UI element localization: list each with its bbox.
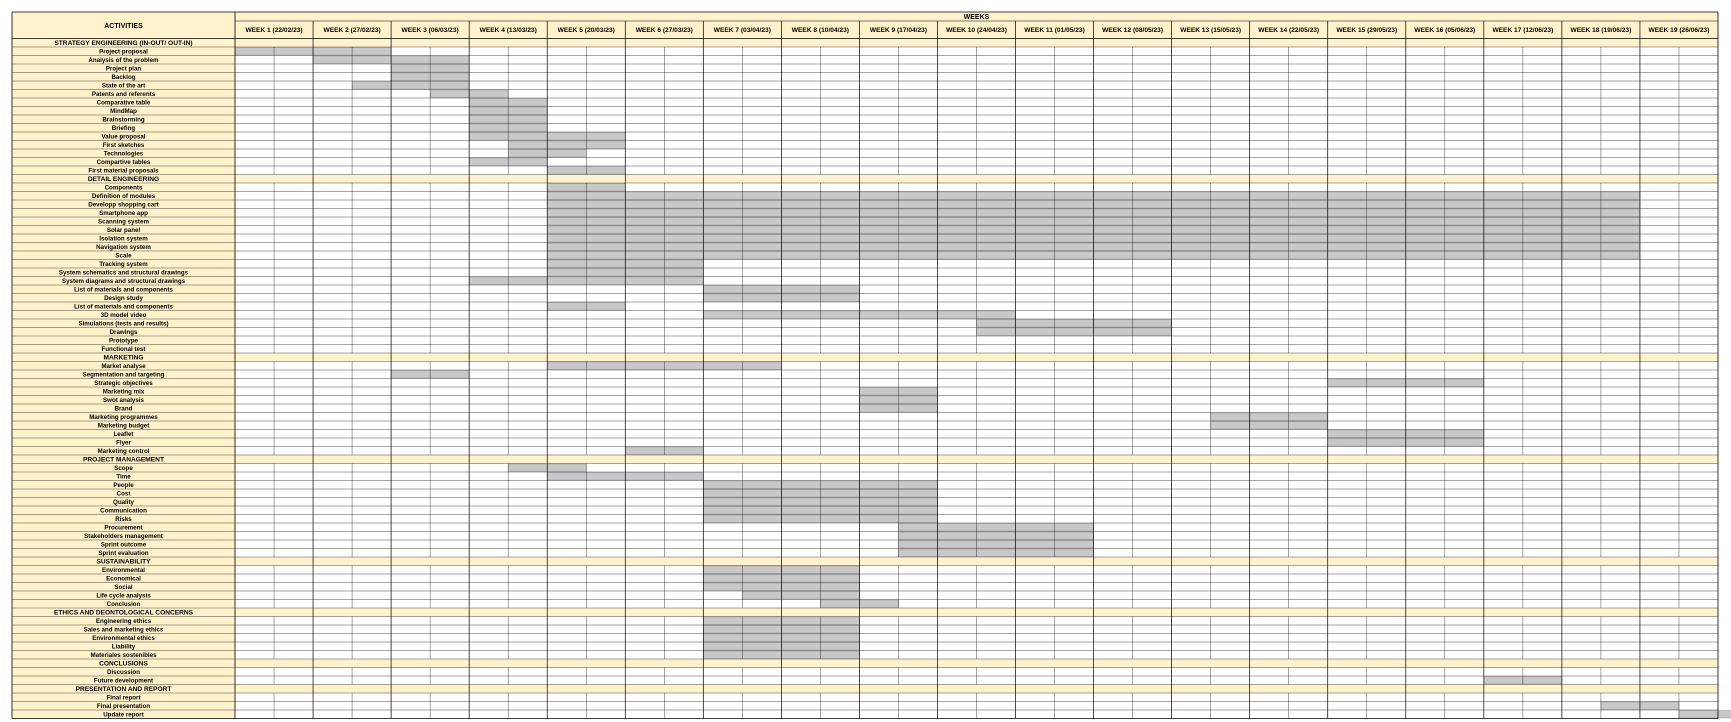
activity-label: First sketches bbox=[102, 141, 145, 149]
gantt-bar bbox=[898, 524, 1093, 532]
activity-label: People bbox=[113, 481, 134, 489]
activity-label: Technologies bbox=[103, 150, 144, 158]
activity-label: MindMap bbox=[110, 107, 137, 115]
week-label: WEEK 11 (01/05/23) bbox=[1024, 27, 1085, 35]
gantt-bar bbox=[977, 320, 1172, 328]
activity-label: Swot analysis bbox=[103, 396, 144, 404]
activity-label: List of materials and components bbox=[74, 303, 173, 311]
activity-label: Strategic objectives bbox=[94, 379, 153, 387]
activity-label: Prototype bbox=[109, 337, 138, 345]
activity-label: System schematics and structural drawings bbox=[58, 269, 189, 277]
section-label: PROJECT MANAGEMENT bbox=[83, 456, 164, 464]
activity-label: Risks bbox=[115, 515, 132, 523]
activity-label: Scanning system bbox=[98, 218, 149, 226]
header-band bbox=[12, 12, 1718, 39]
week-label: WEEK 10 (24/04/23) bbox=[946, 27, 1007, 35]
section-label: MARKETING bbox=[103, 354, 144, 362]
gantt-bar bbox=[977, 328, 1172, 336]
activity-label: Backlog bbox=[111, 73, 136, 81]
activity-label: Simulations (tests and results) bbox=[78, 320, 169, 328]
activity-label: Scope bbox=[114, 464, 133, 472]
activity-label: Marketing programmes bbox=[89, 413, 158, 421]
week-label: WEEK 4 (13/03/23) bbox=[479, 27, 537, 35]
activity-label: Engineering ethics bbox=[95, 617, 152, 625]
gantt-bar bbox=[352, 82, 469, 90]
activity-label: System diagrams and structural drawings bbox=[61, 277, 186, 285]
week-label: WEEK 7 (03/04/23) bbox=[713, 27, 771, 35]
gantt-bar bbox=[1211, 413, 1328, 421]
section-label: STRATEGY ENGINEERING (IN-OUT/ OUT-IN) bbox=[54, 39, 193, 47]
activity-label: Tracking system bbox=[99, 260, 148, 268]
activity-label: Life cycle analysis bbox=[96, 592, 151, 600]
activity-label: Comparative table bbox=[96, 99, 151, 107]
activity-label: Environmental bbox=[102, 566, 145, 574]
activity-label: Conclusion bbox=[106, 600, 141, 608]
section-label: ETHICS AND DEONTOLOGICAL CONCERNS bbox=[53, 609, 194, 617]
activity-label: Project plan bbox=[105, 65, 142, 73]
section-band bbox=[12, 175, 1718, 184]
activity-label: Navigation system bbox=[96, 243, 151, 251]
week-label: WEEK 2 (27/02/23) bbox=[323, 27, 381, 35]
activity-label: Marketing control bbox=[97, 447, 150, 455]
week-label: WEEK 5 (20/03/23) bbox=[557, 27, 615, 35]
activity-label: Sprint evaluation bbox=[98, 549, 149, 557]
activity-label: Sprint outcome bbox=[100, 541, 147, 549]
activity-label: Future development bbox=[93, 677, 154, 685]
activity-label: Project proposal bbox=[99, 48, 148, 56]
gantt-bar bbox=[898, 541, 1093, 549]
section-label: DETAIL ENGINEERING bbox=[87, 175, 160, 183]
week-label: WEEK 9 (17/04/23) bbox=[869, 27, 928, 35]
activity-label: Environmental ethics bbox=[92, 634, 155, 642]
activity-label: Communication bbox=[100, 507, 147, 515]
week-label: WEEK 12 (08/05/23) bbox=[1102, 27, 1164, 35]
activity-label: Market analyse bbox=[101, 362, 146, 370]
activity-label: Update report bbox=[103, 711, 144, 719]
week-label: WEEK 17 (12/06/23) bbox=[1492, 27, 1554, 35]
activity-label: Compartive tables bbox=[96, 158, 151, 166]
week-label: WEEK 18 (19/06/23) bbox=[1570, 27, 1632, 35]
activity-label: Discussion bbox=[106, 668, 141, 676]
activity-label: Functional test bbox=[101, 345, 146, 353]
activity-label: Leaflet bbox=[113, 430, 134, 438]
activity-label: Brand bbox=[114, 405, 133, 413]
week-label: WEEK 1 (22/02/23) bbox=[245, 27, 303, 35]
section-band bbox=[12, 557, 1718, 566]
gantt-bar bbox=[1211, 422, 1328, 430]
activity-label: Quality bbox=[113, 498, 134, 506]
section-band bbox=[12, 659, 1718, 668]
activity-label: Brainstorming bbox=[102, 116, 145, 124]
gantt-bar bbox=[898, 549, 1093, 557]
week-label: WEEK 15 (29/05/23) bbox=[1336, 27, 1398, 35]
activity-label: Patents and referents bbox=[91, 90, 156, 98]
activity-label: Briefing bbox=[111, 124, 136, 132]
activity-label: Design study bbox=[104, 294, 143, 302]
week-label: WEEK 19 (26/06/23) bbox=[1648, 27, 1710, 35]
gantt-bar bbox=[508, 141, 625, 149]
activity-label: 3D model video bbox=[100, 311, 147, 319]
activity-label: List of materials and components bbox=[74, 286, 173, 294]
weeks-header: WEEKS bbox=[963, 14, 990, 21]
activity-label: Developp shopping cart bbox=[88, 201, 159, 209]
activity-label: Smartphone app bbox=[99, 209, 148, 217]
activity-label: Marketing budget bbox=[97, 422, 150, 430]
activity-label: Final presentation bbox=[96, 702, 151, 710]
activity-label: Definition of modules bbox=[91, 192, 156, 200]
week-label: WEEK 13 (15/05/23) bbox=[1180, 27, 1242, 35]
activity-label: Drawings bbox=[109, 328, 138, 336]
week-label: WEEK 3 (06/03/23) bbox=[401, 27, 459, 35]
week-label: WEEK 14 (22/05/23) bbox=[1258, 27, 1320, 35]
week-label: WEEK 16 (05/06/23) bbox=[1414, 27, 1476, 35]
week-label: WEEK 8 (10/04/23) bbox=[791, 27, 849, 35]
section-band bbox=[12, 353, 1718, 362]
section-band bbox=[12, 685, 1718, 694]
activity-label: Solar panel bbox=[106, 226, 141, 234]
activity-label: Cost bbox=[116, 490, 131, 498]
section-label: SUSTAINABILITY bbox=[96, 558, 151, 566]
week-label: WEEK 6 (27/03/23) bbox=[635, 27, 693, 35]
activity-label: Marketing mix bbox=[102, 388, 145, 396]
activity-label: Scale bbox=[115, 252, 132, 260]
gantt-bar bbox=[1679, 711, 1731, 719]
activity-label: Time bbox=[116, 473, 131, 481]
activity-label: Value proposal bbox=[101, 133, 146, 141]
section-label: CONCLUSIONS bbox=[99, 660, 148, 668]
section-band bbox=[12, 39, 1718, 48]
gantt-bar bbox=[742, 592, 859, 600]
activity-label: Components bbox=[104, 184, 143, 192]
activity-label: Segmentation and targeting bbox=[82, 371, 165, 379]
section-label: PRESENTATION AND REPORT bbox=[75, 685, 172, 693]
activity-label: Materiales sostenibles bbox=[90, 651, 157, 659]
section-band bbox=[12, 455, 1718, 464]
activity-label: Final report bbox=[106, 694, 141, 702]
activity-label: Social bbox=[114, 583, 133, 591]
activity-label: State of the art bbox=[101, 82, 146, 90]
activity-label: Flyer bbox=[116, 439, 131, 447]
activity-label: Analysis of the problem bbox=[88, 56, 159, 64]
activity-label: Economical bbox=[106, 575, 141, 583]
activity-label: Liability bbox=[111, 643, 136, 651]
activity-label: Procurement bbox=[104, 524, 143, 532]
activity-label: Sales and marketing ethics bbox=[83, 626, 164, 634]
activity-label: First material proposals bbox=[88, 167, 159, 175]
gantt-bar bbox=[898, 532, 1093, 540]
activity-label: Isolation system bbox=[99, 235, 148, 243]
activities-header: ACTIVITIES bbox=[104, 22, 143, 30]
section-band bbox=[12, 608, 1718, 617]
activity-label: Stakeholders management bbox=[84, 532, 163, 540]
